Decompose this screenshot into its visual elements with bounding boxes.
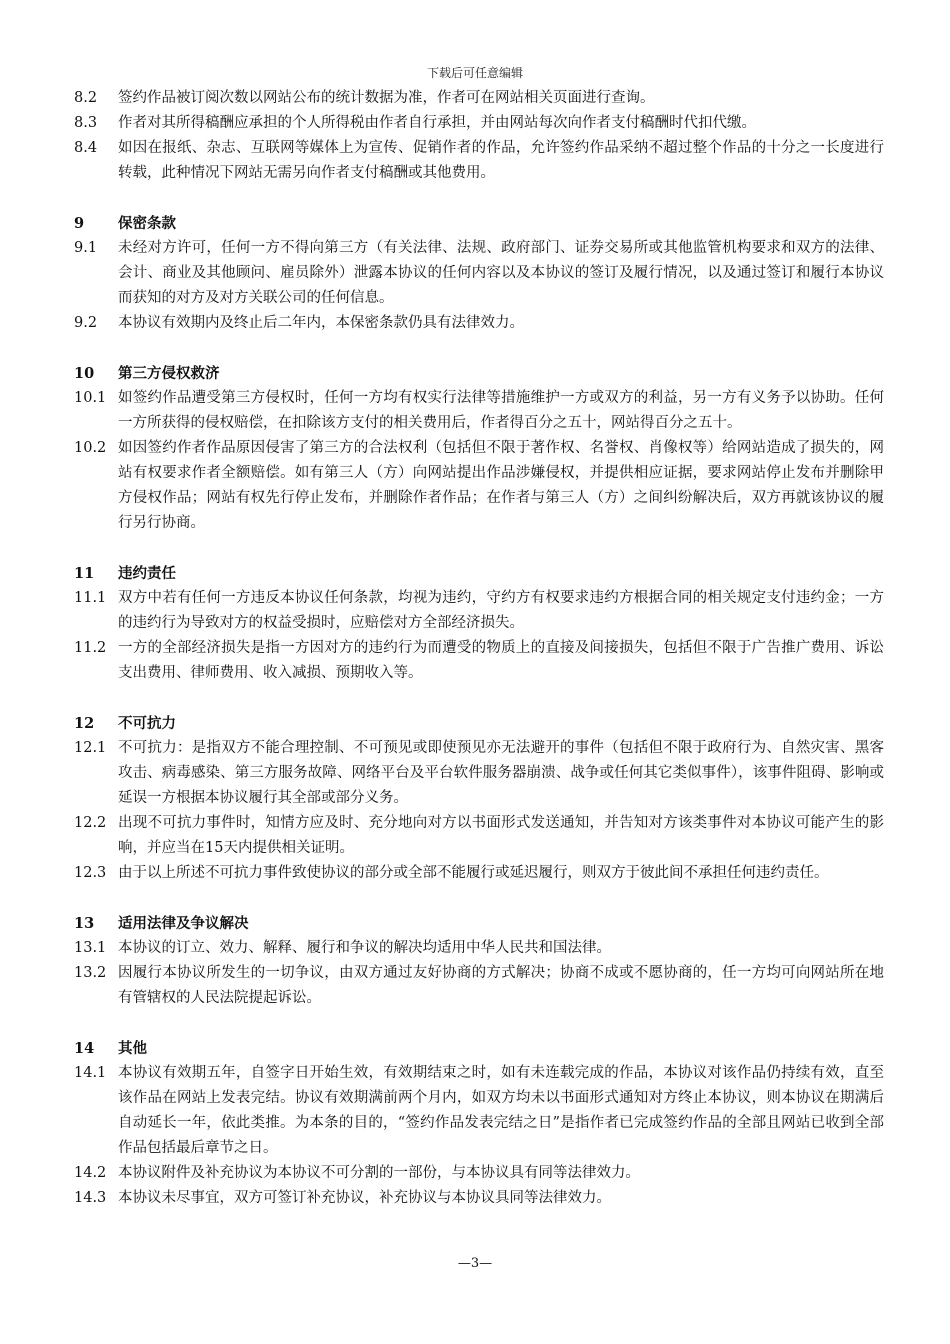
clause	[74, 436, 884, 536]
section-heading	[74, 711, 884, 736]
clause-text: 双方中若有任何一方违反本协议任何条款，均视为违约，守约方有权要求违约方根据合同的相关规定支付违约金；一方的违约行为导致对方的权益受损时，应赔偿对方全部经济损失。	[118, 590, 884, 631]
section-number: 13	[74, 915, 95, 932]
clause	[74, 386, 884, 436]
clause-text: 本协议附件及补充协议为本协议不可分割的一部份，与本协议具有同等法律效力。	[118, 1165, 640, 1181]
clause-number: 13.1	[74, 940, 107, 956]
clause-number: 14.1	[74, 1065, 107, 1081]
clause-number: 12.3	[74, 865, 107, 881]
clause	[74, 936, 884, 961]
section-title: 其他	[118, 1040, 147, 1057]
section-heading	[74, 1036, 884, 1061]
clause	[74, 111, 884, 136]
clause-number: 8.4	[74, 140, 98, 156]
clause-number: 8.3	[74, 115, 98, 131]
section-number: 14	[74, 1040, 95, 1057]
clause	[74, 86, 884, 111]
clause	[74, 1161, 884, 1186]
section-heading	[74, 561, 884, 586]
clause-number: 11.2	[74, 640, 107, 656]
clause	[74, 961, 884, 1011]
section-title: 保密条款	[118, 215, 176, 232]
section-heading	[74, 911, 884, 936]
clause-number: 9.1	[74, 240, 98, 256]
page-header: 下载后可任意编辑	[426, 66, 523, 80]
clause-text: 出现不可抗力事件时，知情方应及时、充分地向对方以书面形式发送通知，并告知对方该类事件对本协议可能产生的影响，并应当在15天内提供相关证明。	[118, 815, 884, 856]
clause-text: 本协议有效期五年，自签字日开始生效，有效期结束之时，如有未连载完成的作品，本协议对该作品仍持续有效，直至该作品在网站上发表完结。协议有效期满前两个月内，如双方均未以书面形式通知对方终止本协议，则本协议在期满后自动延长一年，依此类推。为本条的目的，“签约作品发表完结之日”是指作者已完成签约作品的全部且网站已收到全部作品包括最后章节之日。	[118, 1065, 884, 1156]
clause-text: 如因在报纸、杂志、互联网等媒体上为宣传、促销作者的作品，允许签约作品采纳不超过整个作品的十分之一长度进行转载，此种情况下网站无需另向作者支付稿酬或其他费用。	[118, 140, 884, 181]
clause	[74, 861, 884, 886]
section-title: 违约责任	[118, 565, 176, 582]
clause-text: 如签约作品遭受第三方侵权时，任何一方均有权实行法律等措施维护一方或双方的利益，另一方有义务予以协助。任何一方所获得的侵权赔偿，在扣除该方支付的相关费用后，作者得百分之五十，网站得百分之五十。	[118, 390, 884, 431]
clause-text: 签约作品被订阅次数以网站公布的统计数据为准，作者可在网站相关页面进行查询。	[118, 90, 655, 106]
clause	[74, 636, 884, 686]
document-body	[74, 86, 884, 1211]
section-title: 不可抗力	[118, 715, 176, 732]
clause-number: 14.2	[74, 1165, 107, 1181]
clause-text: 作者对其所得稿酬应承担的个人所得税由作者自行承担，并由网站每次向作者支付稿酬时代扣代缴。	[118, 115, 756, 131]
clause-number: 13.2	[74, 965, 107, 981]
clause-text: 由于以上所述不可抗力事件致使协议的部分或全部不能履行或延迟履行，则双方于彼此间不承担任何违约责任。	[118, 865, 829, 881]
section-number: 10	[74, 365, 95, 382]
clause	[74, 311, 884, 336]
clause	[74, 1061, 884, 1161]
clause	[74, 736, 884, 811]
clause-text: 一方的全部经济损失是指一方因对方的违约行为而遭受的物质上的直接及间接损失，包括但不限于广告推广费用、诉讼支出费用、律师费用、收入减损、预期收入等。	[118, 640, 884, 681]
clause-number: 8.2	[74, 90, 98, 106]
clause-number: 14.3	[74, 1190, 107, 1206]
clause-text: 未经对方许可，任何一方不得向第三方（有关法律、法规、政府部门、证券交易所或其他监管机构要求和双方的法律、会计、商业及其他顾问、雇员除外）泄露本协议的任何内容以及本协议的签订及履行情况，以及通过签订和履行本协议而获知的对方及对方关联公司的任何信息。	[118, 240, 884, 306]
clause	[74, 811, 884, 861]
clause	[74, 236, 884, 311]
clause-text: 本协议的订立、效力、解释、履行和争议的解决均适用中华人民共和国法律。	[118, 940, 611, 956]
clause-text: 本协议有效期内及终止后二年内，本保密条款仍具有法律效力。	[118, 315, 524, 331]
section-number: 11	[74, 565, 95, 582]
section-heading	[74, 361, 884, 386]
section-number: 12	[74, 715, 95, 732]
clause-number: 9.2	[74, 315, 98, 331]
clause	[74, 1186, 884, 1211]
clause-text: 本协议未尽事宜，双方可签订补充协议，补充协议与本协议具同等法律效力。	[118, 1190, 611, 1206]
clause-number: 10.1	[74, 390, 107, 406]
clause-number: 12.1	[74, 740, 107, 756]
section-heading	[74, 211, 884, 236]
clause-text: 如因签约作者作品原因侵害了第三方的合法权利（包括但不限于著作权、名誉权、肖像权等）给网站造成了损失的，网站有权要求作者全额赔偿。如有第三人（方）向网站提出作品涉嫌侵权，并提供相应证据，要求网站停止发布并删除甲方侵权作品；网站有权先行停止发布，并删除作者作品；在作者与第三人（方）之间纠纷解决后，双方再就该协议的履行另行协商。	[118, 440, 884, 531]
clause-text: 因履行本协议所发生的一切争议，由双方通过友好协商的方式解决；协商不成或不愿协商的，任一方均可向网站所在地有管辖权的人民法院提起诉讼。	[118, 965, 884, 1006]
clause-number: 11.1	[74, 590, 107, 606]
clause-text: 不可抗力：是指双方不能合理控制、不可预见或即使预见亦无法避开的事件（包括但不限于政府行为、自然灾害、黑客攻击、病毒感染、第三方服务故障、网络平台及平台软件服务器崩溃、战争或任何其它类似事件），该事件阻碍、影响或延误一方根据本协议履行其全部或部分义务。	[118, 740, 884, 806]
page-number: —3—	[457, 1256, 493, 1271]
clause	[74, 136, 884, 186]
section-title: 适用法律及争议解决	[118, 915, 249, 932]
section-title: 第三方侵权救济	[118, 365, 220, 382]
clause-number: 12.2	[74, 815, 107, 831]
section-number: 9	[74, 215, 85, 232]
clause-number: 10.2	[74, 440, 107, 456]
clause	[74, 586, 884, 636]
